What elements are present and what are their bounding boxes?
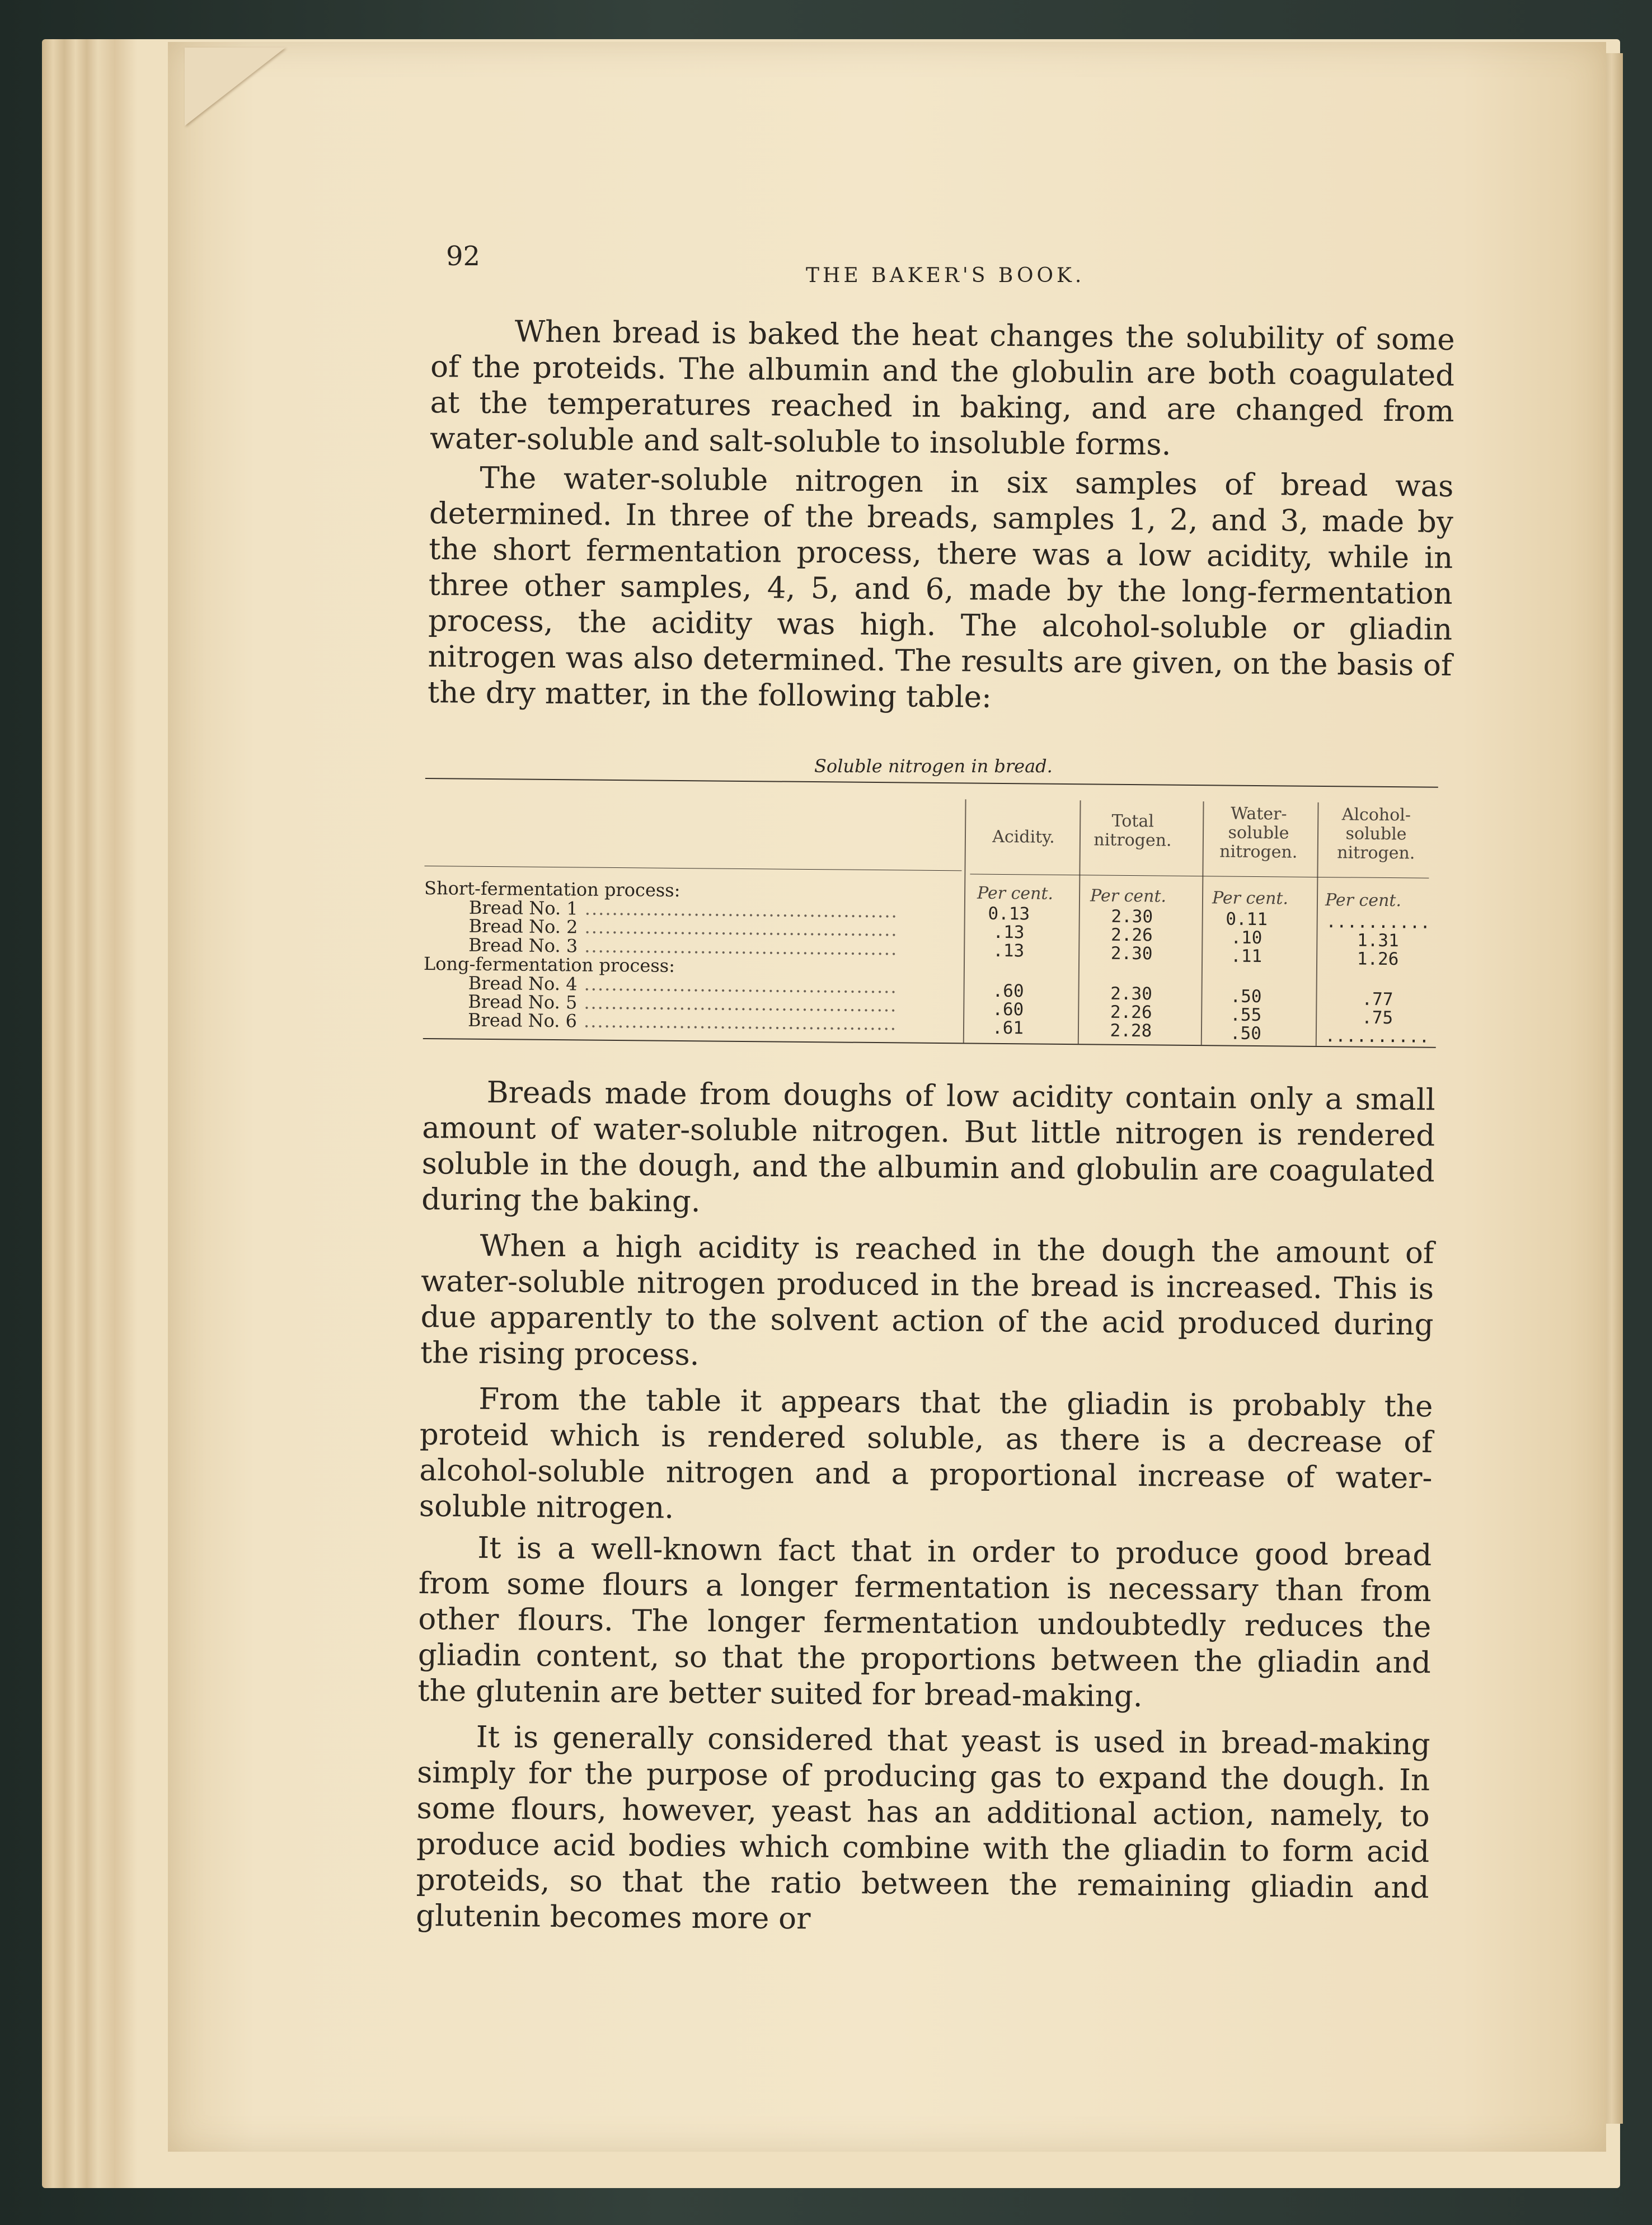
cell-total-nitrogen: 2.30 <box>1110 983 1153 1004</box>
unit-acidity: Per cent. <box>977 883 1054 904</box>
col-divider <box>1201 801 1204 1045</box>
paragraph-6: It is a well-known fact that in order to produce good bread from some flours a longer fermentation is necessary than from other flours. The longer fermentation undoubtedly reduces the gliadin content, so that the proportions between the gliadin and the glutenin are better suited for bread-making. <box>417 1531 1432 1714</box>
cell-alcohol-soluble: .75 <box>1362 1007 1393 1029</box>
cell-total-nitrogen: 2.30 <box>1111 906 1153 927</box>
cell-water-soluble: .50 <box>1230 986 1262 1007</box>
cell-acidity: .13 <box>993 922 1025 943</box>
cell-total-nitrogen: 2.30 <box>1110 943 1153 964</box>
unit-total: Per cent. <box>1090 886 1167 907</box>
header-alcohol-soluble: Alcohol-soluble nitrogen. <box>1337 805 1415 863</box>
row-label: Bread No. 4 .............................................. <box>468 972 898 998</box>
cell-alcohol-soluble: 1.26 <box>1357 949 1399 970</box>
body-bottom <box>416 1074 1435 1942</box>
cell-total-nitrogen: 2.26 <box>1110 1002 1152 1023</box>
header-rule <box>970 874 1429 879</box>
row-label: Bread No. 3 .............................................. <box>468 934 898 960</box>
paragraph-5: From the table it appears that the gliadin is probably the proteid which is rendered soluble, as there is a decrease of alcohol-soluble nitrogen and a proportional increase of water-soluble nitrogen. <box>419 1382 1433 1525</box>
header-total-nitrogen: Total nitrogen. <box>1093 811 1172 851</box>
header-rule <box>424 866 961 871</box>
cell-acidity: 0.13 <box>988 903 1030 924</box>
cell-water-soluble: .50 <box>1229 1023 1262 1044</box>
paragraph-3: Breads made from doughs of low acidity contain only a small amount of water-soluble nitrogen. But little nitrogen is rendered soluble in the dough, and the albumin and globulin are coagulated during the baking. <box>421 1075 1435 1219</box>
running-title: THE BAKER'S BOOK. <box>806 264 1085 287</box>
cell-water-soluble: 0.11 <box>1226 909 1268 930</box>
cell-alcohol-soluble: .......... <box>1326 912 1431 933</box>
cell-acidity: .61 <box>992 1017 1024 1039</box>
page-number: 92 <box>446 241 481 272</box>
paragraph-2: The water-soluble nitrogen in six samples of bread was determined. In three of the breads, samples 1, 2, and 3, made by the short fermentation process, there was a low acidity, while in three other samples, 4, 5, and 6, made by the long-fermentation process, the acidity was high. The alcohol-soluble or gliadin nitrogen was also determined. The results are given, on the basis of the dry matter, in the following table: <box>427 461 1454 715</box>
cell-total-nitrogen: 2.26 <box>1110 924 1153 946</box>
unit-alcohol: Per cent. <box>1325 890 1402 911</box>
cell-total-nitrogen: 2.28 <box>1110 1020 1152 1041</box>
cell-water-soluble: .55 <box>1230 1004 1262 1026</box>
paragraph-1: When bread is baked the heat changes the solubility of some of the proteids. The albumin and the globulin are both coagulated at the temperatures reached in baking, and are changed from water-soluble and salt-soluble to insoluble forms. <box>429 314 1455 462</box>
col-divider <box>1316 802 1319 1046</box>
cell-acidity: .60 <box>992 999 1024 1020</box>
nitrogen-table <box>423 769 1438 1064</box>
col-divider <box>1078 800 1081 1044</box>
cell-alcohol-soluble: 1.31 <box>1357 930 1399 951</box>
table-caption: Soluble nitrogen in bread. <box>814 755 1053 777</box>
col-divider <box>963 799 966 1043</box>
row-label: Bread No. 6 .............................................. <box>467 1009 898 1035</box>
row-label: Bread No. 5 .............................................. <box>468 991 898 1016</box>
folded-corner <box>185 48 285 126</box>
table-top-rule <box>425 778 1438 788</box>
group-long-fermentation: Long-fermentation process: <box>423 952 675 977</box>
cell-alcohol-soluble: .......... <box>1325 1026 1430 1047</box>
row-label: Bread No. 2 .............................................. <box>468 915 898 941</box>
cell-acidity: .13 <box>993 940 1025 961</box>
cell-water-soluble: .10 <box>1231 927 1263 949</box>
header-water-soluble: Water-soluble nitrogen. <box>1219 804 1298 862</box>
cell-acidity: .60 <box>992 980 1024 1002</box>
paragraph-4: When a high acidity is reached in the dough the amount of water-soluble nitrogen produced in the bread is increased. This is due apparently to the solvent action of the acid produced during the rising process. <box>420 1228 1434 1372</box>
paragraph-7: It is generally considered that yeast is used in bread-making simply for the purpose of producing gas to expand the dough. In some flours, however, yeast has an additional action, namely, to produce acid bodies which combine with the gliadin to form acid proteids, so that the ratio between the remaining gliadin and glutenin becomes more or <box>415 1720 1430 1936</box>
row-label: Bread No. 1 .............................................. <box>468 896 898 922</box>
group-short-fermentation: Short-fermentation process: <box>424 877 680 901</box>
cell-alcohol-soluble: .77 <box>1362 989 1393 1010</box>
unit-water: Per cent. <box>1212 888 1289 909</box>
header-acidity: Acidity. <box>992 827 1055 847</box>
cell-water-soluble: .11 <box>1230 946 1263 967</box>
body-top <box>428 313 1455 720</box>
